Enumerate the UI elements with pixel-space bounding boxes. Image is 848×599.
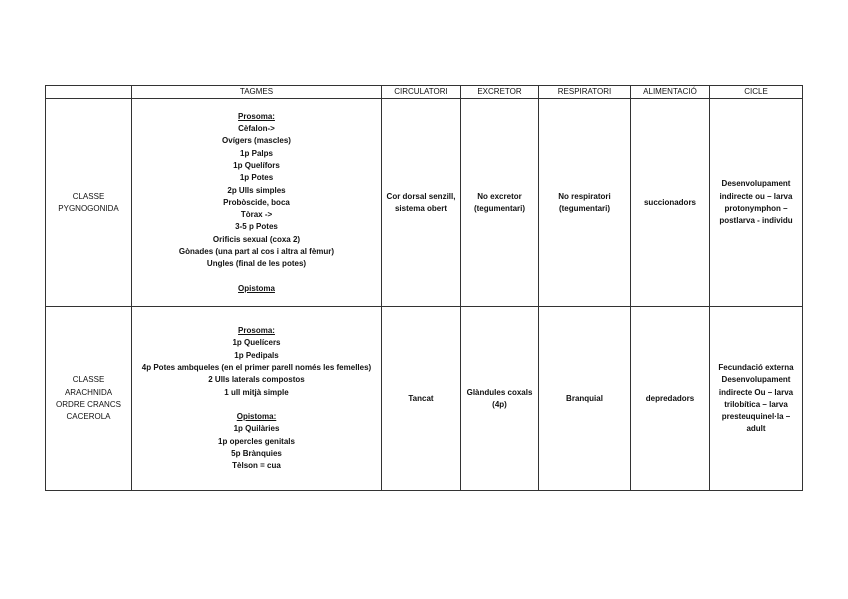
tagma-item: 1p Palps [240, 148, 273, 158]
circulatori-cell: Tancat [382, 307, 461, 491]
header-excretor: EXCRETOR [461, 86, 539, 99]
tagma-item: 1p Potes [239, 173, 274, 183]
classe-line: CLASSE [72, 375, 105, 385]
header-cicle: CICLE [710, 86, 803, 99]
spacer [135, 399, 378, 411]
spacer [135, 271, 378, 283]
tagma-item: 1p Quelícers [232, 338, 281, 348]
respiratori-cell: Branquial [539, 307, 631, 491]
cicle-cell: Fecundació externa Desenvolupament indirecte Ou – larva trilobítica – larva presteuquinel·la – adult [710, 307, 803, 491]
respiratori-cell: No respiratori (tegumentari) [539, 99, 631, 307]
tagma-item: 3-5 p Potes [235, 222, 278, 232]
tagma-item: 1p Pedipals [234, 350, 279, 360]
tagma-item: 2p Ulls simples [227, 185, 286, 195]
circulatori-cell: Cor dorsal senzill, sistema obert [382, 99, 461, 307]
header-alimentacio: ALIMENTACIÓ [631, 86, 710, 99]
tagma-item: 4p Potes ambqueles (en el primer parell només les femelles) [141, 363, 372, 373]
tagma-item: 1p opercles genitals [218, 436, 295, 446]
tagma-item: Gònades (una part al cos i altra al fèmur) [178, 246, 335, 256]
tagma-item: Tòrax -> [240, 210, 273, 220]
comparison-table [45, 85, 803, 491]
header-circulatori: CIRCULATORI [382, 86, 461, 99]
opistoma-title: Opistoma: [236, 411, 277, 421]
prosoma-title: Prosoma: [238, 111, 275, 121]
header-respiratori: RESPIRATORI [539, 86, 631, 99]
header-row [46, 86, 803, 99]
classe-line: CACEROLA [66, 412, 111, 422]
header-empty [46, 86, 132, 99]
classe-line: PYGNOGONIDA [58, 203, 119, 213]
tagma-item: 1p Quelífors [233, 160, 280, 170]
cicle-cell: Desenvolupament indirecte ou – larva protonymphon – postlarva - individu [710, 99, 803, 307]
tagmes-cell [132, 307, 382, 491]
table-row-arachnida [46, 307, 803, 491]
tagma-item: 5p Brànquies [231, 448, 282, 458]
alimentacio-cell: depredadors [631, 307, 710, 491]
tagma-item: Probòscide, boca [223, 197, 290, 207]
tagma-item: Ovígers (mascles) [222, 136, 291, 146]
tagma-item: Tèlson = cua [232, 461, 281, 471]
tagma-item: Cèfalon-> [238, 124, 275, 134]
opistoma-title: Opistoma [238, 283, 275, 293]
tagma-item: 1 ull mitjà simple [224, 387, 289, 397]
tagma-item: Ungles (final de les potes) [206, 259, 307, 269]
tagma-item: 2 Ulls laterals compostos [208, 375, 305, 385]
classe-line: CLASSE [72, 191, 105, 201]
classe-line: ARACHNIDA [64, 387, 113, 397]
table-row-pycnogonida [46, 99, 803, 307]
excretor-cell: No excretor (tegumentari) [461, 99, 539, 307]
header-tagmes: TAGMES [132, 86, 382, 99]
classe-line: ORDRE CRANCS [56, 399, 121, 409]
tagma-item: Orificis sexual (coxa 2) [212, 234, 301, 244]
tagma-item: 1p Quilàries [233, 424, 280, 434]
tagmes-cell [132, 99, 382, 307]
excretor-cell: Glàndules coxals (4p) [461, 307, 539, 491]
classe-cell [46, 99, 132, 307]
alimentacio-cell: succionadors [631, 99, 710, 307]
classe-cell [46, 307, 132, 491]
prosoma-title: Prosoma: [238, 326, 275, 336]
